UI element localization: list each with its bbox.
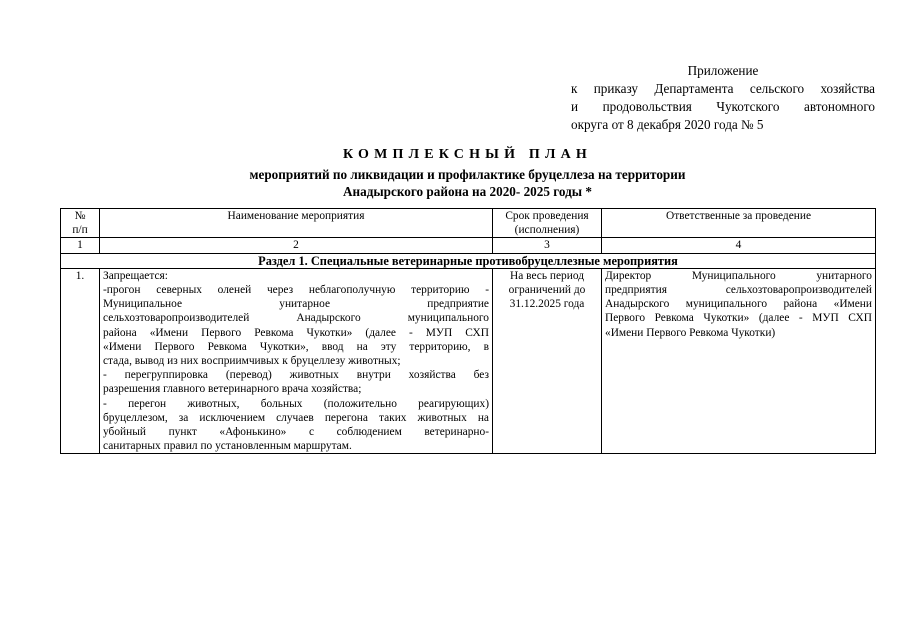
measure-line: района «Имени Первого Ревкома Чукотки» (далее - МУП СХП — [103, 326, 489, 339]
row-num: 1. — [61, 268, 100, 454]
header-num-line: п/п — [72, 224, 88, 237]
header-num — [61, 209, 100, 238]
measure-line: Запрещается: — [103, 269, 168, 282]
column-number: 3 — [493, 238, 602, 253]
header-name: Наименование мероприятия — [100, 209, 493, 238]
table-row — [61, 268, 876, 454]
measure-line: - перегруппировка (перевод) животных внутри хозяйства без — [103, 369, 489, 382]
measure-line: разрешения главного ветеринарного врача хозяйства; — [103, 383, 362, 396]
plan-subtitle-line: мероприятий по ликвидации и профилактике бруцеллеза на территории — [249, 167, 686, 182]
header-term-line: Срок проведения — [505, 210, 589, 222]
appendix-line: и продовольствия Чукотского автономного — [571, 99, 875, 114]
responsible-line: предприятия сельхозтоваропроизводителей — [605, 284, 872, 297]
row-term — [493, 268, 602, 454]
header-term-line: (исполнения) — [514, 224, 580, 237]
responsible-line: Анадырского муниципального района «Имени — [605, 298, 872, 311]
header-num-line: № — [74, 210, 86, 222]
term-line: ограничений до — [508, 284, 586, 297]
measure-line: бруцеллезом, за исключением случаев перегона таких животных на — [103, 411, 489, 424]
measure-line: санитарных правил по установленным маршрутам. — [103, 440, 352, 453]
measure-line: Муниципальное унитарное предприятие — [103, 298, 489, 311]
appendix-line: к приказу Департамента сельского хозяйства — [571, 81, 875, 96]
row-responsible — [602, 268, 876, 454]
measure-line: «Имени Первого Ревкома Чукотки», ввод на эту территорию, в — [103, 340, 489, 353]
measure-line: - перегон животных, больных (положительно реагирующих) — [103, 397, 489, 410]
appendix-line: округа от 8 декабря 2020 года № 5 — [571, 117, 764, 132]
measure-line: -прогон северных оленей через неблагополучную территорию - — [103, 284, 489, 297]
header-term — [493, 209, 602, 238]
header-responsible: Ответственные за проведение — [602, 209, 876, 238]
responsible-line: Директор Муниципального унитарного — [605, 269, 872, 282]
plan-table — [60, 208, 876, 454]
appendix-block — [571, 62, 875, 134]
term-line: 31.12.2025 года — [509, 298, 585, 311]
column-number: 4 — [602, 238, 876, 253]
responsible-line: Первого Ревкома Чукотки» (далее - МУП СХП — [605, 312, 872, 325]
section-row — [61, 253, 876, 268]
plan-subtitle-line: Анадырского района на 2020- 2025 годы * — [342, 184, 592, 199]
measure-line: сельхозтоваропроизводителей Анадырского муниципального — [103, 312, 489, 325]
column-number: 2 — [100, 238, 493, 253]
header-row — [61, 209, 876, 238]
responsible-line: «Имени Первого Ревкома Чукотки) — [605, 326, 776, 339]
measure-line: стада, вывод из них восприимчивых к бруцеллезу животных; — [103, 355, 401, 368]
column-number-row — [61, 238, 876, 253]
row-measure — [100, 268, 493, 454]
measure-line: убойный пункт «Афонькино» с соблюдением ветеринарно- — [103, 426, 489, 439]
term-line: На весь период — [510, 269, 584, 282]
section-title: Раздел 1. Специальные ветеринарные противобруцеллезные мероприятия — [61, 253, 876, 268]
plan-title: КОМПЛЕКСНЫЙ ПЛАН — [342, 147, 593, 162]
column-number: 1 — [61, 238, 100, 253]
plan-subtitle — [60, 166, 875, 200]
appendix-title: Приложение — [687, 63, 759, 78]
